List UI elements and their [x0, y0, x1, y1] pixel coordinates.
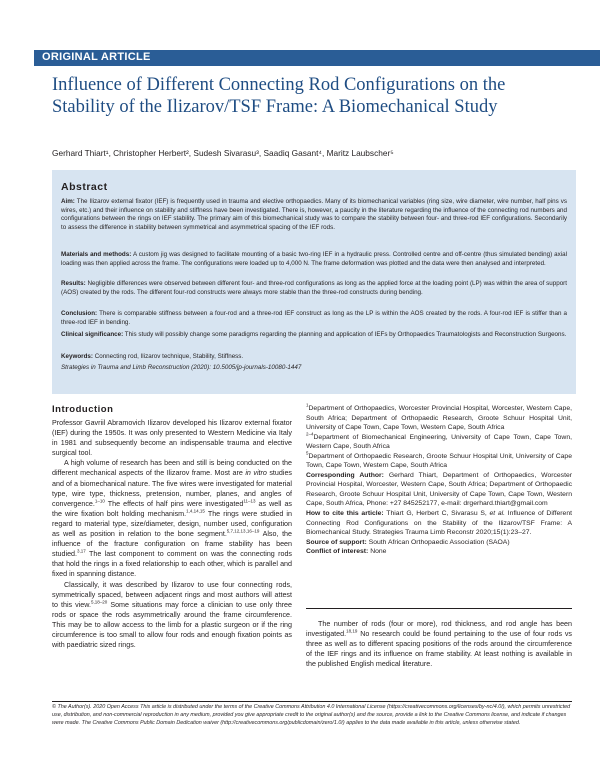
abstract-conclusion — [61, 310, 567, 327]
intro-heading: Introduction — [52, 404, 114, 415]
results-text: Negligible differences were observed between different four- and three-rod configurations as long as the applied force at the loading point (LP) was within the area of support (AOS) created by the rods. The different four-rod constructs were always more stable than the three-rod constructs during bending. — [61, 280, 567, 296]
article-type-label: ORIGINAL ARTICLE — [42, 51, 151, 63]
conclusion-text: There is comparable stiffness between a four-rod and a three-rod IEF construct as long as the LP is within the AOS created by the rods. A four-rod IEF is stiffer than a three-rod IEF in bending. — [61, 310, 568, 326]
citation-text: Strategies in Trauma and Limb Reconstruction (2020): 10.5005/jp-journals-10080-1447 — [61, 364, 302, 371]
column-divider — [306, 608, 572, 609]
intro-paragraph-2: A high volume of research has been and still is being conducted on the different mechanical aspects of the Ilizarov frame. Most are in vitro studies and of a biomechanical nature. The five wires were investigated for material type, wire type, thickness, pretension, number, planes, and angles of convergence.$^{1-10}$ The effects of half pins were investigated$^{11-13}$ as well as the wire fixation bolt holding mechanism.$^{1,4,14,15}$ The rings were studied in regard to material type, size/diameter, design, number used, configuration as well as position in relation to the bone segment.$^{5,7,12,13,16-19}$ Also, the influence of the fracture configuration on frame stability has been studied.$^{3,17}$ The last component to comment on was the connecting rods that hold the rings in a fixed relationship to each other, which is parallel and fixed in spanning distance. — [52, 459, 293, 579]
abstract-clinical — [61, 331, 567, 340]
intro-column — [52, 418, 292, 650]
how-to-cite: How to cite this article: Thiart G, Herbert C, Sivarasu S, et al. Influence of Different Connecting Rod Configurations on the Stability of the Ilizarov/TSF Frame: A Biomechanical Study. Strategies Trauma Limb Reconstr 2020;15(1):23–27. — [306, 510, 572, 537]
article-title: Influence of Different Connecting Rod Configurations on the Stability of the Ilizarov/TSF Frame: A Biomechanical Study — [52, 75, 506, 117]
abstract-results — [61, 280, 567, 297]
results-label: Results: — [61, 280, 86, 287]
methods-label: Materials and methods: — [61, 251, 132, 258]
license-footer: © The Author(s). 2020 Open Access This article is distributed under the terms of the Creative Commons Attribution 4.0 International License (https://creativecommons.org/licenses/by-nc/4.0/), which permits unrestricted use, distribution, and non-commercial reproduction in any medium, provided you give appropriate credit to the original author(s) and the source, provide a link to the Creative Commons license, and indicate if changes were made. The Creative Commons Public Domain Dedication waiver (http://creativecommons.org/publicdomain/zero/1.0/) applies to the data made available in this article, unless otherwise stated. — [52, 704, 571, 726]
affiliation-2: $^{2-4}$Department of Biomechanical Engineering, University of Cape Town, Cape Town, Western Cape, South Africa — [306, 431, 572, 451]
abstract-heading: Abstract — [61, 181, 108, 193]
abstract-keywords — [61, 353, 567, 362]
conclusion-label: Conclusion: — [61, 310, 98, 317]
aim-label: Aim: — [61, 198, 75, 205]
abstract-box — [52, 170, 576, 394]
footer-divider — [52, 701, 572, 702]
conflict-of-interest: Conflict of interest: None — [306, 548, 387, 556]
abstract-methods — [61, 251, 567, 268]
intro-paragraph-3: Classically, it was described by Ilizarov to use four connecting rods, symmetrically spaced, between adjacent rings and most authors will attest to this view.$^{5,18-20}$ Some situations may force a clinician to use only three rods or space the rods asymmetrically around the frame circumference. This may be to allow access to the limb for a plastic surgeon or if the ring circumference is too small to allow four rods and enough fixation points as with paediatric sized rings. — [52, 580, 292, 650]
source-of-support: Source of support: South African Orthopaedic Association (SAOA) — [306, 538, 510, 546]
affiliation-1: $^1$Department of Orthopaedics, Worcester Provincial Hospital, Worcester, Western Cape, South Africa; Department of Orthopaedic Research, Groote Schuur Hospital Unit, University of Cape Town, Cape Town, Western Cape, South Africa — [306, 402, 572, 432]
abstract-citation — [61, 364, 567, 373]
clinical-text: This study will possibly change some paradigms regarding the planning and application of IEFs by Orthopaedics Traumatologists and Reconstruction Surgeons. — [124, 331, 567, 338]
right-body-paragraph: The number of rods (four or more), rod thickness, and rod angle has been investigated.$^{18,19}$ No research could be found pertaining to the use of four rods vs three as well as to different spacing positions of the rods around the circumference of the IEF rings and its influence on frame stability. At least nothing is available in the published English medical literature. — [306, 620, 572, 669]
intro-paragraph-1: Professor Gavriil Abramovich Ilizarov developed his Ilizarov external fixator (IEF) during the 1950s. It was only presented to Western Medicine via Italy in 1981 and subsequently become an indispensable trauma and elective surgical tool. — [52, 419, 292, 458]
keywords-label: Keywords: — [61, 353, 93, 360]
abstract-aim — [61, 198, 567, 232]
methods-text: A custom jig was designed to facilitate mounting of a basic two-ring IEF in a hydraulic press. Controlled centre and off-centre (thus simulated bending) axial loading was then applied across the frame. The configurations were loaded up to 4,000 N. The frame deformation was plotted and the data were then analysed and interpreted. — [61, 251, 567, 267]
corresponding-author: Corresponding Author: Gerhard Thiart, Department of Orthopaedics, Worcester Provincial Hospital, Worcester, Western Cape, South Africa; Department of Orthopaedic Research, Groote Schuur Hospital Unit, University of Cape Town, Cape Town, Western Cape, South Africa, Phone: +27 845252177, e-mail: drgerhard.thiart@gmail.com — [306, 471, 573, 508]
author-list: Gerhard Thiart¹, Christopher Herbert², Sudesh Sivarasu³, Saadiq Gasant⁴, Maritz Laubscher⁵ — [52, 148, 394, 158]
keywords-text: Connecting rod, Ilizarov technique, Stability, Stiffness. — [94, 353, 244, 360]
article-type-banner — [34, 50, 600, 66]
affiliation-3: $^5$Department of Orthopaedic Research, Groote Schuur Hospital Unit, University of Cape Town, Cape Town, Western Cape, South Africa — [306, 450, 572, 470]
clinical-label: Clinical significance: — [61, 331, 124, 338]
aim-text: The Ilizarov external fixator (IEF) is frequently used in trauma and elective orthopaedics. Many of its biomechanical variables (ring size, wire diameter, wire number, half pins vs wires, etc.) and their influence on stability and stiffness have been investigated. There is, however, a paucity in the literature regarding the influence of the connecting rod numbers and configurations between the rings on IEF stability. The primary aim of this biomechanical study was to compare the stability between four- and three-rod IEF configurations. Secondarily to assess the difference in stability between symmetrical and asymmetrical spacing of the IEF rods. — [61, 198, 567, 231]
affiliations-block — [306, 404, 572, 557]
